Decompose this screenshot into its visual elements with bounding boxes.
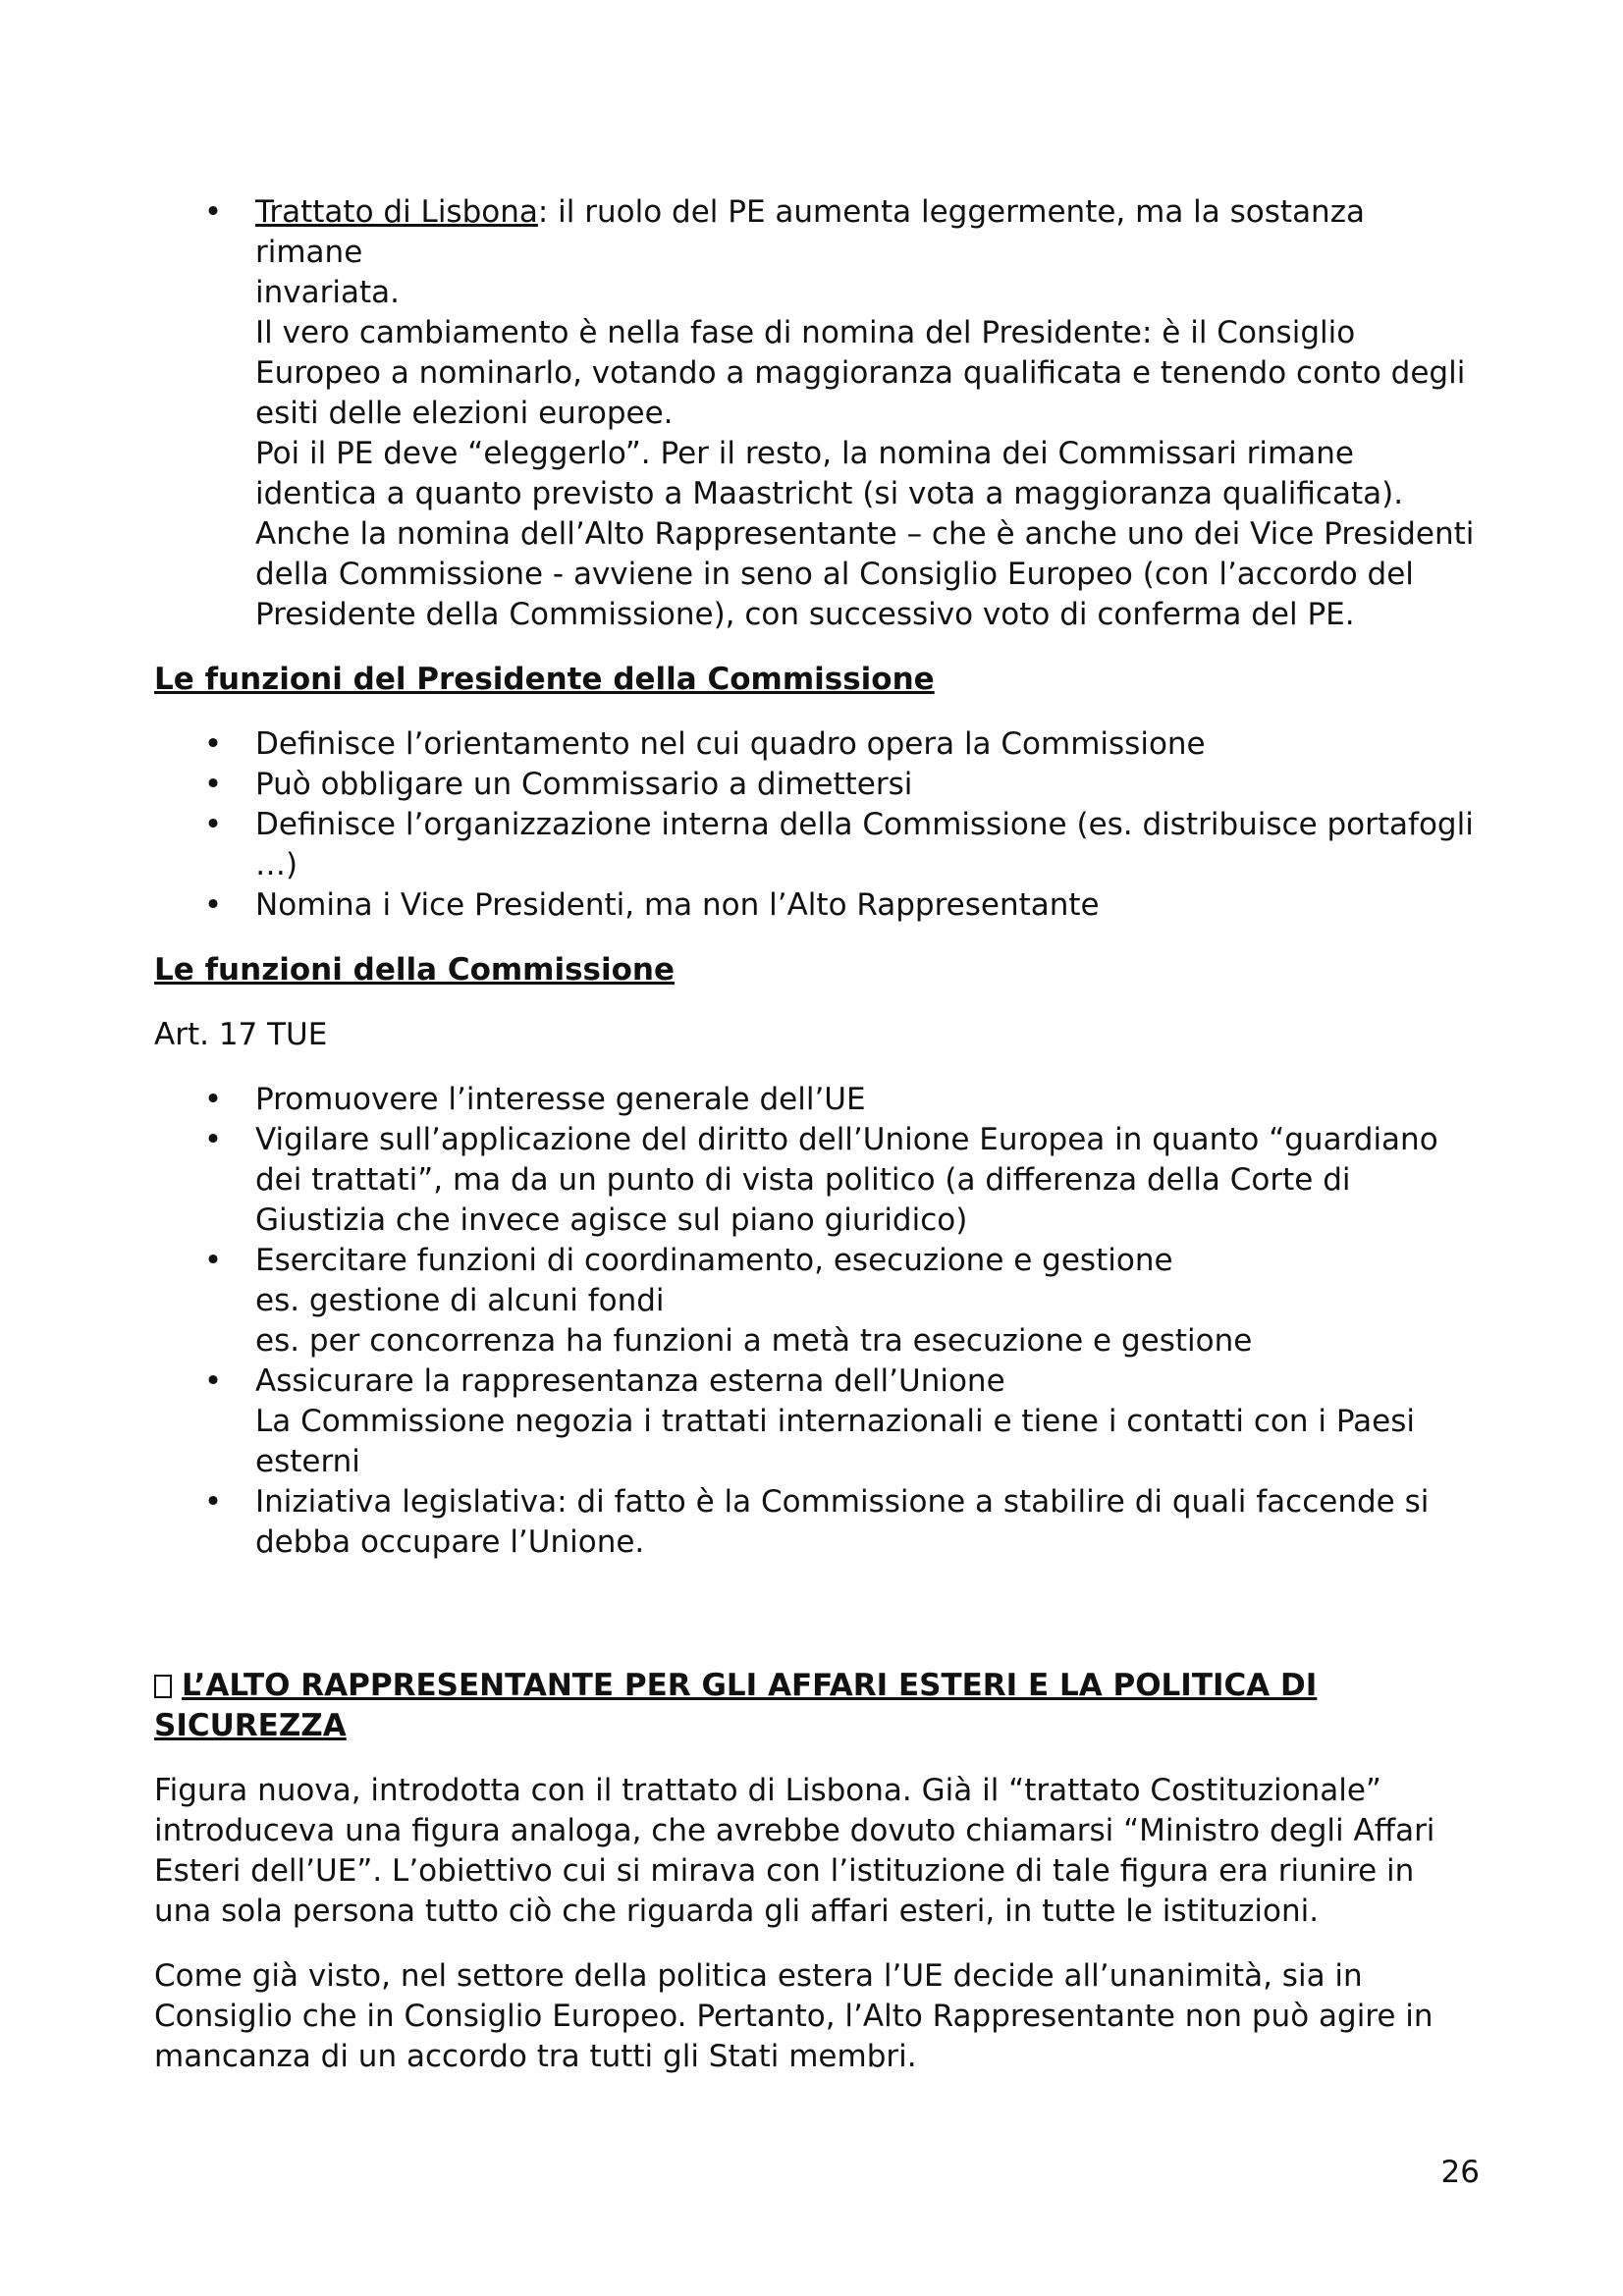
section-heading-high-representative [154, 1666, 1480, 1746]
paragraph-line: introduceva una figura analoga, che avrebbe dovuto chiamarsi “Ministro degli Affari [154, 1813, 1435, 1848]
heading-text: L’ALTO RAPPRESENTANTE PER GLI AFFARI ESTERI E LA POLITICA DI [182, 1668, 1318, 1703]
list-item-text: Vigilare sull’applicazione del diritto dell’Unione Europea in quanto “guardiano [255, 1122, 1438, 1157]
list-item-line: esiti delle elezioni europee. [255, 396, 674, 431]
list-item-line: Anche la nomina dell’Alto Rappresentante – che è anche uno dei Vice Presidenti [255, 516, 1475, 552]
section-heading-commission: Le funzioni della Commissione [154, 952, 676, 988]
commission-functions-list [154, 1080, 1480, 1563]
bullet-icon: • [203, 887, 223, 923]
list-item [154, 765, 1480, 805]
page-number: 26 [1440, 2155, 1480, 2190]
list-item [154, 1482, 1480, 1563]
article-reference: Art. 17 TUE [154, 1017, 328, 1052]
bullet-icon: • [203, 807, 223, 842]
list-item [154, 885, 1480, 926]
list-item-text: Giustizia che invece agisce sul piano giuridico) [255, 1202, 968, 1238]
paragraph-line: mancanza di un accordo tra tutti gli Stati membri. [154, 2039, 917, 2074]
list-item-text: Definisce l’orientamento nel cui quadro opera la Commissione [255, 726, 1206, 762]
list-item-line: Poi il PE deve “eleggerlo”. Per il resto, la nomina dei Commissari rimane [255, 436, 1354, 471]
paragraph-line: Consiglio che in Consiglio Europeo. Pertanto, l’Alto Rappresentante non può agire in [154, 1999, 1434, 2034]
list-item [154, 1080, 1480, 1120]
list-item-line: Presidente della Commissione), con successivo voto di conferma del PE. [255, 597, 1355, 632]
list-item-line: identica a quanto previsto a Maastricht (si vota a maggioranza qualificata). [255, 476, 1404, 511]
president-functions-list [154, 724, 1480, 926]
list-item-line: della Commissione - avviene in seno al Consiglio Europeo (con l’accordo del [255, 557, 1414, 592]
list-item-text: : il ruolo del PE aumenta leggermente, ma la sostanza rimane [255, 194, 1365, 270]
list-item [154, 192, 1480, 635]
list-item-lead: Trattato di Lisbona [255, 194, 538, 230]
list-item [154, 1241, 1480, 1362]
list-item-line: invariata. [255, 275, 400, 310]
paragraph-line: Figura nuova, introdotta con il trattato di Lisbona. Già il “trattato Costituzionale” [154, 1773, 1381, 1808]
list-item-text: Esercitare funzioni di coordinamento, esecuzione e gestione [255, 1243, 1173, 1278]
list-item-text: debba occupare l’Unione. [255, 1524, 645, 1560]
list-item-text: esterni [255, 1444, 360, 1479]
list-item-text: La Commissione negozia i trattati internazionali e tiene i contatti con i Paesi [255, 1404, 1415, 1439]
paragraph-line: Esteri dell’UE”. L’obiettivo cui si mirava con l’istituzione di tale figura era riunire in [154, 1853, 1415, 1889]
bullet-icon: • [203, 1363, 223, 1399]
list-item [154, 724, 1480, 765]
paragraph-foreign-policy [154, 1956, 1480, 2077]
list-item-text: es. per concorrenza ha funzioni a metà tra esecuzione e gestione [255, 1323, 1253, 1359]
list-item-text: Assicurare la rappresentanza esterna dell’Unione [255, 1363, 1005, 1399]
bullet-icon: • [203, 1082, 223, 1117]
list-item-line: Europeo a nominarlo, votando a maggioranza qualificata e tenendo conto degli [255, 355, 1466, 391]
lisbon-list [154, 192, 1480, 635]
section-heading-president: Le funzioni del Presidente della Commissione [154, 662, 935, 697]
list-item-text: Definisce l’organizzazione interna della Commissione (es. distribuisce portafogli [255, 807, 1474, 842]
missing-glyph-icon [154, 1675, 172, 1698]
list-item [154, 805, 1480, 885]
heading-line: SICUREZZA [154, 1708, 347, 1743]
list-item-text: Iniziativa legislativa: di fatto è la Commissione a stabilire di quali faccende si [255, 1484, 1430, 1520]
bullet-icon: • [203, 726, 223, 762]
list-item-line: Il vero cambiamento è nella fase di nomina del Presidente: è il Consiglio [255, 315, 1356, 350]
bullet-icon: • [203, 767, 223, 802]
heading-line [154, 1666, 1480, 1706]
list-item-text: dei trattati”, ma da un punto di vista politico (a differenza della Corte di [255, 1162, 1351, 1198]
bullet-icon: • [203, 1122, 223, 1157]
list-item-text: Può obbligare un Commissario a dimettersi [255, 767, 913, 802]
list-item-line [255, 192, 1480, 273]
list-item [154, 1362, 1480, 1482]
list-item [154, 1120, 1480, 1241]
bullet-icon: • [203, 1484, 223, 1520]
bullet-icon: • [203, 1243, 223, 1278]
paragraph-line: Come già visto, nel settore della politica estera l’UE decide all’unanimità, sia in [154, 1958, 1363, 1994]
list-item-text: es. gestione di alcuni fondi [255, 1283, 665, 1318]
list-item-text: Nomina i Vice Presidenti, ma non l’Alto Rappresentante [255, 887, 1100, 923]
paragraph-line: una sola persona tutto ciò che riguarda gli affari esteri, in tutte le istituzioni. [154, 1894, 1320, 1929]
paragraph-introduction [154, 1771, 1480, 1932]
list-item-text: Promuovere l’interesse generale dell’UE [255, 1082, 866, 1117]
bullet-icon: • [203, 194, 223, 230]
page-content [154, 192, 1480, 2077]
list-item-text: …) [255, 847, 298, 882]
